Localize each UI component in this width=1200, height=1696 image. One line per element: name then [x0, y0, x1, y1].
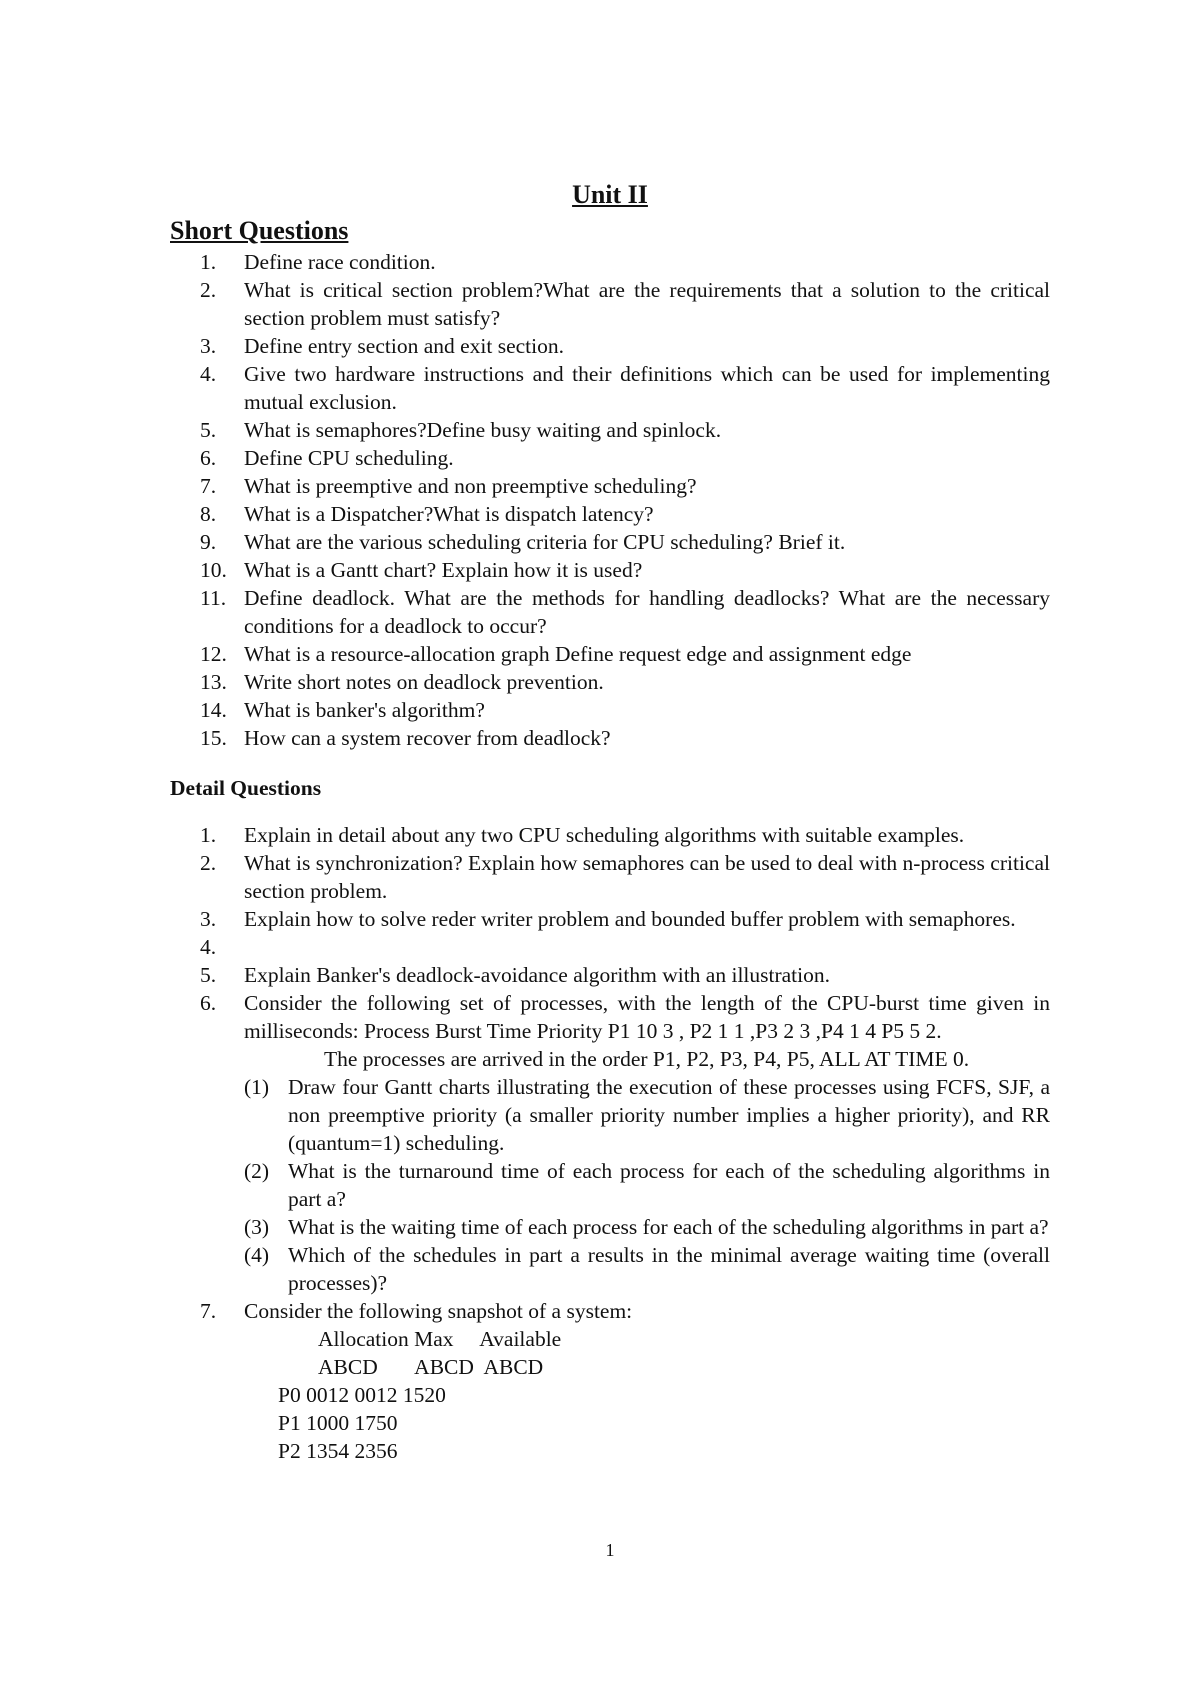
- question-6: 6. Consider the following set of processes, with the length of the CPU-burst time given in milliseconds: Process Burst Time Priority P1 10 3 , P2 1 1 ,P3 2 3 ,P4 1 4 P5 5 2. The processes are arrived in the order P1, P2, P3, P4, P5, ALL AT TIME 0. (1) Draw four Gantt charts illustrating the execution of these processes using FCFS, SJF, a non preemptive priority (a smaller priority number implies a higher priority), and RR (quantum=1) scheduling. (2) What is the turnaround time of each process for each of the scheduling algorithms in part a? (3) What is the waiting time of each process for each of the scheduling algorithms in part a? (4) Which of the schedules in part a results in the minimal average waiting time (overall processes)?: [200, 991, 1050, 1295]
- snapshot-columns: ABCD ABCD ABCD: [318, 1355, 544, 1379]
- list-item: 13. Write short notes on deadlock prevention.: [200, 670, 604, 694]
- question-7: 7. Consider the following snapshot of a system: Allocation Max Available ABCD ABCD ABCD P0 0012 0012 1520 P1 1000 1750 P2 1354 2356: [200, 1297, 1050, 1465]
- list-item: 3. Explain how to solve reder writer problem and bounded buffer problem with semaphores.: [200, 907, 1016, 931]
- list-item: (1) Draw four Gantt charts illustrating the execution of these processes using FCFS, SJF, a non preemptive priority (a smaller priority number implies a higher priority), and RR (quantum=1) scheduling.: [244, 1075, 1050, 1155]
- list-item: 2. What is critical section problem?What are the requirements that a solution to the critical section problem must satisfy?: [200, 278, 1050, 330]
- detail-questions-list: [200, 821, 1050, 1465]
- list-item: 11. Define deadlock. What are the methods for handling deadlocks? What are the necessary conditions for a deadlock to occur?: [200, 586, 1050, 638]
- detail-questions-heading: Detail Questions: [170, 776, 322, 800]
- list-item: (4) Which of the schedules in part a results in the minimal average waiting time (overall processes)?: [244, 1243, 1050, 1295]
- list-item: 3. Define entry section and exit section.: [200, 334, 565, 358]
- list-item: 10. What is a Gantt chart? Explain how it is used?: [200, 558, 643, 582]
- list-item: 15. How can a system recover from deadlock?: [200, 726, 611, 750]
- page-number: 1: [605, 1540, 615, 1560]
- list-item: 14. What is banker's algorithm?: [200, 698, 485, 722]
- list-item: 4. Give two hardware instructions and their definitions which can be used for implementing mutual exclusion.: [200, 362, 1050, 414]
- short-questions-list: [200, 248, 1050, 752]
- snapshot-row: P2 1354 2356: [278, 1439, 398, 1463]
- list-item: (2) What is the turnaround time of each process for each of the scheduling algorithms in part a?: [244, 1159, 1050, 1211]
- list-item: (3) What is the waiting time of each process for each of the scheduling algorithms in part a?: [244, 1215, 1049, 1239]
- list-item: 7. What is preemptive and non preemptive scheduling?: [200, 474, 697, 498]
- question-6-note: The processes are arrived in the order P1, P2, P3, P4, P5, ALL AT TIME 0.: [324, 1047, 970, 1071]
- page-title: Unit II: [572, 180, 648, 209]
- list-item: 1. Explain in detail about any two CPU scheduling algorithms with suitable examples.: [200, 823, 965, 847]
- list-item: 6. Define CPU scheduling.: [200, 446, 454, 470]
- list-item: 5. Explain Banker's deadlock-avoidance algorithm with an illustration.: [200, 963, 831, 987]
- question-6-parts: [244, 1073, 1050, 1297]
- list-item: 4.: [200, 935, 217, 959]
- short-questions-heading: Short Questions: [170, 216, 349, 245]
- list-item: 9. What are the various scheduling criteria for CPU scheduling? Brief it.: [200, 530, 846, 554]
- snapshot-header: Allocation Max Available: [318, 1327, 562, 1351]
- list-item: 8. What is a Dispatcher?What is dispatch latency?: [200, 502, 654, 526]
- list-item: 5. What is semaphores?Define busy waiting and spinlock.: [200, 418, 722, 442]
- list-item: 2. What is synchronization? Explain how semaphores can be used to deal with n-process critical section problem.: [200, 851, 1050, 903]
- list-item: 12. What is a resource-allocation graph Define request edge and assignment edge: [200, 642, 912, 666]
- snapshot-row: P0 0012 0012 1520: [278, 1383, 446, 1407]
- snapshot-row: P1 1000 1750: [278, 1411, 398, 1435]
- list-item: 1. Define race condition.: [200, 250, 436, 274]
